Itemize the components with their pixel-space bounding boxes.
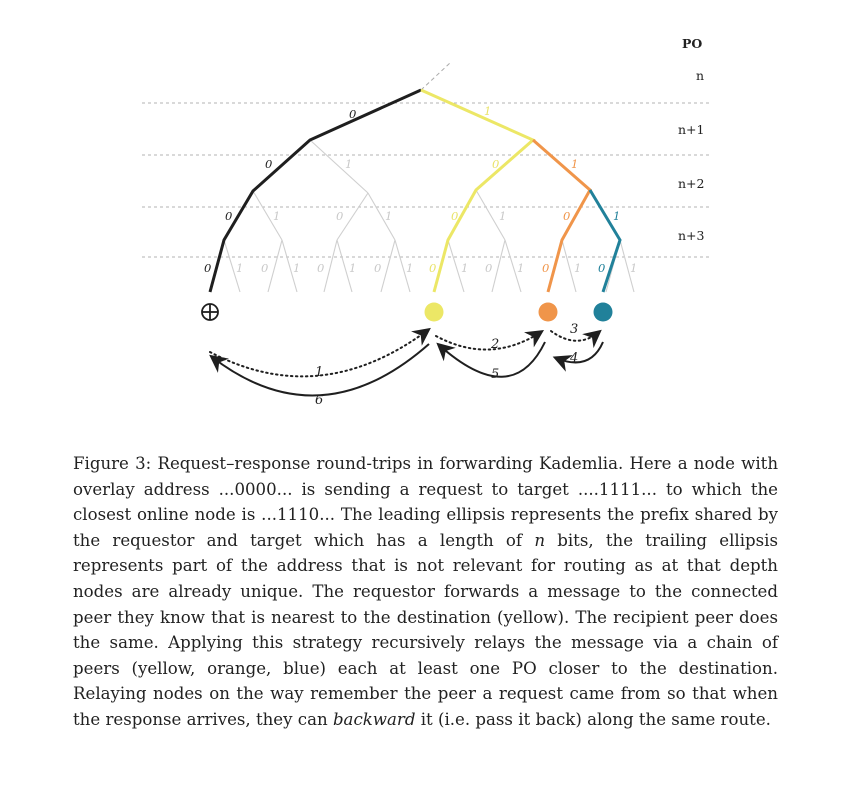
bit-label: 0 xyxy=(563,209,571,223)
bit-label: 0 xyxy=(204,261,212,275)
arrow-label-5: 5 xyxy=(491,367,500,382)
bit-label: 0 xyxy=(317,261,325,275)
bit-label: 1 xyxy=(484,104,492,118)
bit-label: 1 xyxy=(571,157,579,171)
requestor-node xyxy=(202,304,218,320)
bit-label: 0 xyxy=(349,107,357,121)
bit-label: 0 xyxy=(451,209,459,223)
figure-label: Figure 3: xyxy=(73,454,152,473)
bit-label: 0 xyxy=(492,157,500,171)
po-header: PO xyxy=(682,36,703,51)
grey-leaf-2 xyxy=(268,240,282,292)
po-level-n-plus-3: n+3 xyxy=(678,228,705,243)
grey-leaf-4 xyxy=(324,240,337,292)
caption-backward-word: backward xyxy=(332,709,416,729)
bit-label: 0 xyxy=(429,261,437,275)
bit-label: 1 xyxy=(406,261,414,275)
bit-label: 0 xyxy=(261,261,269,275)
caption-text-part2: bits, the trailing ellipsis represents part of the address that is not relevant for routing as at that depth nodes are already unique. The requestor forwards a message to the connected peer they know that is nearest to the destination (yellow). The recipient peer does the same. Applying this strategy recursively relays the message via a chain of peers (yellow, orange, blue) each at least one PO closer to the destination. Relaying nodes on the way remember the peer a request came from so that when the response arrives, they can xyxy=(73,530,778,729)
po-level-n-plus-1: n+1 xyxy=(678,122,705,137)
grey-leaf-9 xyxy=(492,240,505,292)
arrow-label-4: 4 xyxy=(570,351,579,366)
arrow-label-2: 2 xyxy=(491,337,500,352)
bit-label: 1 xyxy=(630,261,638,275)
bit-label: 1 xyxy=(613,209,621,223)
response-arrow-4 xyxy=(556,342,603,362)
bit-label: 0 xyxy=(374,261,382,275)
caption-text-part1: Request–response round-trips in forwarding Kademlia. Here a node with overlay address ...0000... is sending a request to target ....1111... to which the closest online node is ...1110... The leading ellipsis represents the prefix shared by the requestor and target which has a length of xyxy=(73,454,778,550)
arrow-label-6: 6 xyxy=(315,393,324,408)
grey-leaf-6 xyxy=(381,240,395,292)
po-level-n-plus-2: n+2 xyxy=(678,176,705,191)
bit-label: 1 xyxy=(385,209,393,223)
bit-label: 0 xyxy=(336,209,344,223)
bit-label: 1 xyxy=(461,261,469,275)
bit-label: 1 xyxy=(499,209,507,223)
arrow-label-1: 1 xyxy=(315,365,324,380)
root-continuation xyxy=(421,63,450,90)
bit-label: 1 xyxy=(273,209,281,223)
request-arrows xyxy=(210,330,599,376)
bit-label: 1 xyxy=(293,261,301,275)
bit-label: 1 xyxy=(349,261,357,275)
po-level-n: n xyxy=(696,68,705,83)
blue-node xyxy=(594,303,613,322)
bit-label: 0 xyxy=(265,157,273,171)
bit-label: 1 xyxy=(517,261,525,275)
caption-n-symbol: n xyxy=(534,530,545,550)
bit-label: 1 xyxy=(236,261,244,275)
bit-label: 0 xyxy=(485,261,493,275)
caption-text-part3: it (i.e. pass it back) along the same route. xyxy=(415,709,771,729)
response-arrows xyxy=(212,342,603,395)
bit-label: 1 xyxy=(574,261,582,275)
blue-path xyxy=(590,190,620,292)
orange-node xyxy=(539,303,558,322)
bit-label: 0 xyxy=(598,261,606,275)
edge-bit-labels xyxy=(204,104,637,275)
yellow-node xyxy=(425,303,444,322)
grey-branch-right-depth1 xyxy=(310,140,368,193)
bit-label: 0 xyxy=(542,261,550,275)
bit-label: 1 xyxy=(345,157,353,171)
request-arrow-2 xyxy=(436,332,541,350)
arrow-label-3: 3 xyxy=(570,322,579,337)
bit-label: 0 xyxy=(225,209,233,223)
figure-caption xyxy=(73,451,778,733)
